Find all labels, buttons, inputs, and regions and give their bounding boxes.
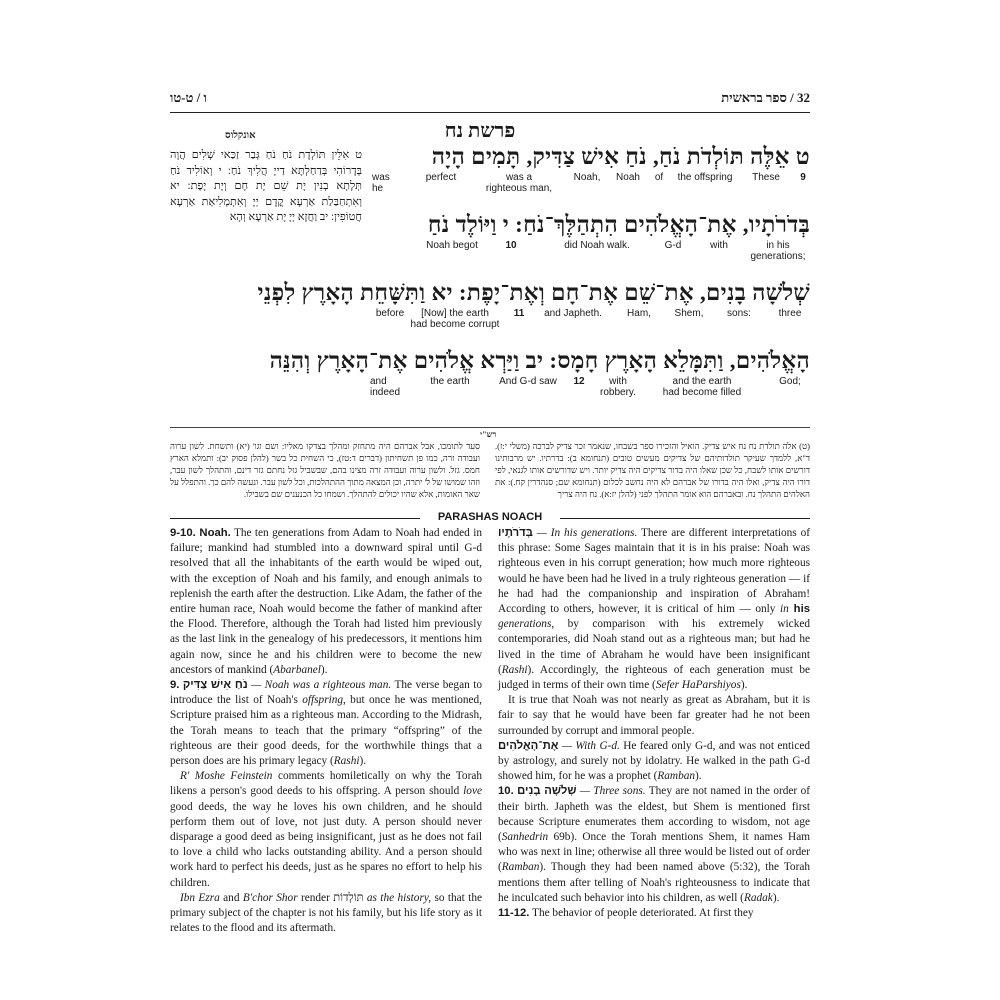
rashi-label: רש"י [480,430,497,439]
gloss-word: And G‑d saw [499,376,557,387]
targum-text: ט אִלֵּין תּוֹלְדָת נֹחַ נֹחַ גְּבַר זַכַּאי שְׁלִים הֲוָה בְּדָרוֹהִי בְּדַחַלְתָּא דַייָ הֲלִיךְ נֹחַ: י וְאוֹלִיד נֹחַ תְּלָתָא בְנִין יָת שֵׁם יָת חָם וְיָת יָפֶת: יא וְאִתְחַבַּלַת אַרְעָא קֳדָם יְיָ וְאִתְמְלִיאַת אַרְעָא חֲטוֹפִין: יב וַחֲזָא יְיָ יָת אַרְעָא וְהָא [170,149,362,223]
gloss-word: the offspring [677,172,733,183]
gloss-word: and Japheth. [544,308,602,319]
gloss-word: sons: [727,308,751,319]
gloss-word: Shem, [674,308,704,319]
running-head [170,90,810,112]
gloss-word: [Now] the earth had become corrupt [410,308,500,330]
gloss-row [370,172,810,206]
commentary-paragraph: It is true that Noah was not nearly as great as Abraham, but it is fair to say that he would have been far greater had he not been surrounded by corrupt and immoral people. [498,694,810,737]
hebrew-verse-line: בְּדֹרֹתָיו, אֶת־הָאֱלֹהִים הִתְהַלֶּךְ־נֹחַ: י וַיּוֹלֶד נֹחַ [427,212,810,237]
gloss-word: of [654,172,664,183]
section-title: PARASHAS NOACH [420,511,560,523]
interlinear-line [269,346,810,414]
gloss-word: Noah [616,172,640,183]
gloss-word: before [375,308,405,319]
rashi-rule [170,427,810,428]
gloss-word: was he [372,172,390,194]
hebrew-verse-line: שְׁלֹשָׁה בָנִים, אֶת־שֵׁם אֶת־חָם וְאֶת־יָפֶת: יא וַתִּשָּׁחֵת הָאָרֶץ לִפְנֵי [257,280,810,305]
gloss-word: Noah, [573,172,601,183]
gloss-word: perfect [425,172,457,183]
gloss-word: was a righteous man, [485,172,553,194]
commentary-paragraph: 10. שְׁלֹשָׁה בָנִים — Three sons. They are not named in the order of their birth. Japheth was the eldest, but Shem is mentioned first because Scripture enumerates them according to wisdom, not age (Sanhedrin 69b). Once the Torah mentions Shem, it names Ham who was next in line; otherwise all three would be listed out of order (Ramban). Though they had been named above (5:32), the Torah mentions them after telling of Noah's righteousness to indicate that he inculcated such behavior into his children, as well (Radak). [498,785,810,904]
gloss-word: did Noah walk. [564,240,630,251]
commentary-paragraph: 9. נֹחַ אִישׁ צַדִּיק — Noah was a righteous man. The verse began to introduce the list of Noah's offspring, but once he was mentioned, Scripture praised him as a righteous man. According to the Midrash, the Torah means to teach that the primary “offspring” of the righteous are their good deeds, for the worthwhile things that a person does are his primary legacy (Rashi). [170,679,482,768]
gloss-word: and the earth had become filled [662,376,742,398]
gloss-row [370,240,810,274]
gloss-word: with [710,240,728,251]
commentary-paragraph: R' Moshe Feinstein comments homiletically on why the Torah likens a person's good deeds to his offspring. A person should love good deeds, the way he loves his own children, and he should perform them out of love, not just duty. A person should never disparage a good deed as being insignificant, just as he does not fail to love a child who lacks outstanding ability. And a person should work hard to perfect his deeds, just as he spares no effort to help his children. [170,770,482,889]
targum-label: אונקלוס [225,130,256,141]
book-page [170,90,811,935]
commentary-column-right [498,526,811,920]
top-rule [170,112,810,113]
interlinear-line [370,142,810,210]
commentary-paragraph: בְּדֹרֹתָיו — In his generations. There are different interpretations of this phrase: Some Sages maintain that it is in his praise: Noah was righteous even in his corrupt generation; how much more righteous would he have been had he lived in a truly righteous generation — if he had had the companionship and inspiration of Abraham! According to others, however, it is critical of him — only in his generations, by comparison with his extremely wicked contemporaries, did Noah stand out as a righteous man; but had he lived in the time of Abraham he would have been insignificant (Rashi). Accordingly, the righteous of each generation must be judged in terms of their own time (Sefer HaParshiyos). [498,527,811,692]
interlinear-line [257,278,810,346]
verse-number: 10 [505,240,517,251]
interlinear-line [370,210,810,278]
rashi-column-right: (ט) אלה תולדת נח נח איש צדיק. הואיל והזכירו ספר בשבחו, שנאמר זכר צדיק לברכה (משלי י:ז). ד"א, ללמדך שעיקר תולדותיהם של צדיקים מעשים טובים (תנחומא ב): בדרתיו. יש מרבותינו דורשים אותו לשבח, כל שכן שאלו היה בדור צדיקים היה צדיק יותר. ויש שדורשים אותו לגנאי, לפי דורו היה צדיק, ואלו היה בדורו של אברהם לא היה נחשב לכלום (תנחומא שם; סנהדרין קח.): את האלהים התהלך נח. ובאברהם הוא אומר התהלך לפני (להלן יז:א). נח היה צריך [495,441,810,499]
parasha-title: פרשת נח [444,120,516,142]
commentary-paragraph: Ibn Ezra and B'chor Shor render תּוֹלְדוֹת as the history, so that the primary subject of the chapter is not his family, but his life story as it relates to the flood and its aftermath. [170,891,482,935]
running-head-book-page: 32 / ספר בראשית [721,90,810,105]
commentary-paragraph: אֶת־הָאֱלֹהִים — With G‑d. He feared only G‑d, and was not enticed by astrology, and surely not by idolatry. He walked in the path G‑d showed him, for he was a prophet (Ramban). [498,739,810,783]
hebrew-verse-line: הָאֱלֹהִים, וַתִּמָּלֵא הָאָרֶץ חָמָס: יב וַיַּרְא אֱלֹהִים אֶת־הָאָרֶץ וְהִנֵּה [269,348,810,373]
commentary-paragraph: 9-10. Noah. The ten generations from Adam to Noah had ended in failure; mankind had stumbled into a downward spiral until G‑d resolved that all the inhabitants of the earth would be wiped out, with the exception of Noah and his family, and enough animals to replenish the earth after the destruction. Like Adam, the father of the entire human race, Noah would become the father of mankind after the Flood. Therefore, although the Torah had listed him previously as the last link in the genealogy of his predecessors, it mentions him again now, since he and his children were to become the new ancestors of mankind (Abarbanel). [170,527,482,676]
gloss-word: God; [779,376,801,387]
gloss-word: with robbery. [600,376,636,398]
gloss-word: Noah begot [426,240,478,251]
gloss-row [370,308,810,342]
verse-number: 9 [800,172,806,183]
hebrew-verse-line: ט אֵלֶּה תּוֹלְדֹת נֹחַ, נֹחַ אִישׁ צַדִּיק, תָּמִים הָיָה [431,144,810,169]
gloss-word: Ham, [627,308,651,319]
gloss-word: the earth [430,376,470,387]
rashi-column-left: סעד לתומכו, אבל אברהם היה מתחזק ומהלך בצדקו מאליו: ושם וגו' (יא) ותשחת. לשון ערוה ועבודה זרה, כמו פן תשחיתון (דברים ד:טז), כי השחית כל בשר (להלן פסוק יב): ותמלא הארץ חמס. גזל. ולשון ערוה ועבודה זרה מצינו בהם, שבשביל גזל נחתם גזר דינם, והתהלך לשון עבר, וזהו שמושו של ל' יתרה, וכן המצאה מתוך ההתהלכות, וכל לשון עבר. ונעשה להם כך. והתפלל על שאר האומות, אלא שהיו יכולים להתהלך. ושמחו כל הכנענים שם בשבילו. [170,441,480,499]
gloss-row [370,376,810,410]
gloss-word: and indeed [370,376,401,398]
running-head-verse-range: ו / ט-טו [170,90,207,105]
gloss-word: in his generations; [750,240,806,262]
gloss-word: three [778,308,802,319]
verse-number: 11 [513,308,525,319]
commentary-column-left [170,526,482,935]
commentary-paragraph: 11-12. The behavior of people deteriorated. At first they [498,907,754,920]
gloss-word: These [752,172,780,183]
verse-number: 12 [573,376,585,387]
gloss-word: G‑d [664,240,682,251]
